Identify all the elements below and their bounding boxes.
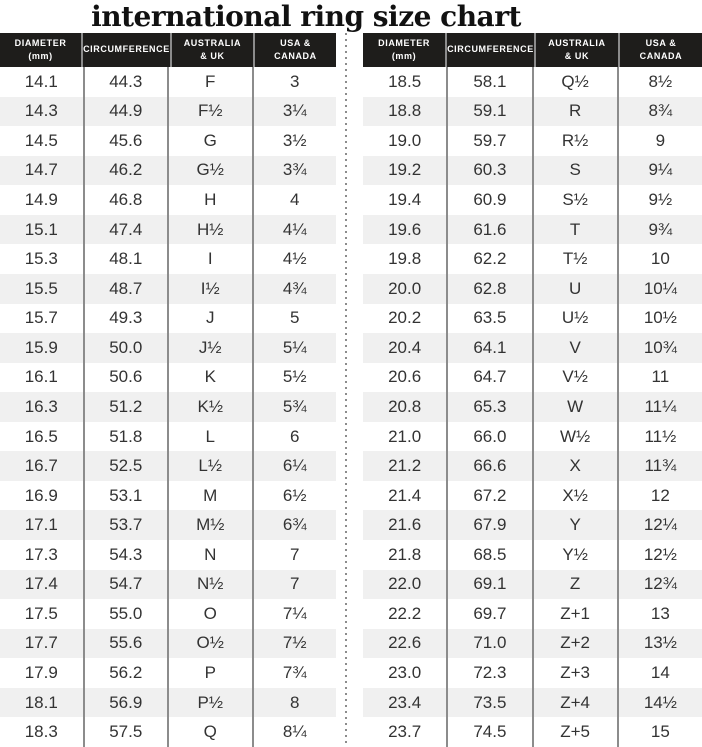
table-cell: 8: [290, 692, 300, 712]
table-cell: 62.8: [448, 274, 533, 304]
table-cell: 14.1: [0, 67, 85, 97]
table-cell: 69.7: [448, 599, 533, 629]
table-cell: 7½: [282, 633, 307, 653]
table-cell: 9½: [648, 190, 673, 210]
table-cell: Z+3: [534, 658, 619, 688]
table-cell: P½: [169, 688, 254, 718]
table-cell: I½: [169, 274, 254, 304]
table-cell: 3¼: [282, 101, 307, 121]
table-row: [0, 599, 336, 629]
table-cell: F½: [169, 97, 254, 127]
table-cell: Z+1: [534, 599, 619, 629]
table-cell: G: [169, 126, 254, 156]
table-cell: 55.6: [85, 629, 170, 659]
column-header: [447, 33, 536, 67]
table-cell: 12¾: [643, 574, 677, 594]
table-cell: 4: [290, 190, 300, 210]
column-header-line: & UK: [564, 50, 590, 61]
column-header-line: DIAMETER: [378, 37, 430, 48]
table-cell: 15.5: [0, 274, 85, 304]
table-row: [363, 392, 702, 422]
table-cell: 10¾: [643, 337, 677, 357]
table-cell: 51.8: [85, 422, 170, 452]
table-cell: 3½: [282, 130, 307, 150]
table-cell: I: [169, 244, 254, 274]
column-header-line: CIRCUMFERENCE: [447, 44, 534, 55]
table-row: [363, 97, 702, 127]
table-row: [363, 451, 702, 481]
table-cell: 4½: [282, 249, 307, 269]
column-header-line: DIAMETER: [14, 37, 67, 48]
table-row: [0, 422, 336, 452]
table-cell: 48.1: [85, 244, 170, 274]
table-cell: 15.1: [0, 215, 85, 245]
table-cell: 22.0: [363, 570, 448, 600]
table-cell: 6: [290, 426, 300, 446]
table-cell: 17.3: [0, 540, 85, 570]
table-cell: 5¾: [282, 396, 307, 416]
column-header: [0, 33, 83, 67]
table-row: [0, 540, 336, 570]
column-header-line: AUSTRALIA: [548, 37, 606, 48]
table-cell: 19.4: [363, 185, 448, 215]
table-row: [363, 156, 702, 186]
table-cell: 60.3: [448, 156, 533, 186]
table-cell: T: [534, 215, 619, 245]
table-cell: S½: [534, 185, 619, 215]
table-row: [363, 333, 702, 363]
table-cell: 7: [290, 574, 300, 594]
table-cell: 15.7: [0, 304, 85, 334]
table-cell: O½: [169, 629, 254, 659]
table-cell: 11¼: [644, 396, 677, 416]
table-cell: 50.6: [85, 363, 170, 393]
table-cell: 13½: [643, 633, 677, 653]
table-cell: 9¾: [648, 219, 673, 239]
table-cell: 17.5: [0, 599, 85, 629]
table-cell: 73.5: [448, 688, 533, 718]
table-cell: 23.7: [363, 717, 448, 747]
table-cell: G½: [169, 156, 254, 186]
table-cell: 63.5: [448, 304, 533, 334]
table-cell: 56.9: [85, 688, 170, 718]
table-cell: 12¼: [643, 515, 677, 535]
table-row: [363, 67, 702, 97]
page-title: international ring size chart: [91, 0, 521, 33]
table-cell: 18.8: [363, 97, 448, 127]
table-cell: K: [169, 363, 254, 393]
table-cell: 11: [651, 367, 670, 387]
table-cell: 66.6: [448, 451, 533, 481]
table-cell: O: [169, 599, 254, 629]
table-cell: 71.0: [448, 629, 533, 659]
table-cell: 15.3: [0, 244, 85, 274]
table-cell: 17.9: [0, 658, 85, 688]
table-cell: 19.2: [363, 156, 448, 186]
table-row: [363, 629, 702, 659]
table-cell: 20.0: [363, 274, 448, 304]
table-cell: 18.5: [363, 67, 448, 97]
column-header-line: (mm): [391, 50, 417, 61]
table-cell: 20.6: [363, 363, 448, 393]
table-cell: 44.3: [85, 67, 170, 97]
table-cell: 23.0: [363, 658, 448, 688]
table-cell: V: [534, 333, 619, 363]
table-cell: 20.8: [363, 392, 448, 422]
table-cell: 16.5: [0, 422, 85, 452]
table-cell: N½: [169, 570, 254, 600]
table-cell: T½: [534, 244, 619, 274]
table-cell: Q½: [534, 67, 619, 97]
table-cell: 7: [290, 544, 300, 564]
table-cell: 66.0: [448, 422, 533, 452]
table-cell: 67.2: [448, 481, 533, 511]
table-cell: 16.1: [0, 363, 85, 393]
column-header-line: CANADA: [639, 50, 683, 61]
table-cell: Z: [534, 570, 619, 600]
table-cell: 15: [650, 722, 670, 742]
table-cell: 55.0: [85, 599, 170, 629]
column-header: [83, 33, 172, 67]
table-cell: S: [534, 156, 619, 186]
table-cell: 21.6: [363, 510, 448, 540]
table-cell: 7¾: [282, 663, 307, 683]
table-cell: V½: [534, 363, 619, 393]
table-cell: 14.9: [0, 185, 85, 215]
table-cell: 21.0: [363, 422, 448, 452]
table-cell: 3: [290, 71, 300, 91]
table-row: [0, 658, 336, 688]
table-cell: X: [534, 451, 619, 481]
table-cell: 19.8: [363, 244, 448, 274]
table-cell: 53.7: [85, 510, 170, 540]
table-cell: 10½: [643, 308, 677, 328]
table-cell: 4¾: [282, 278, 307, 298]
table-row: [363, 717, 702, 747]
table-cell: R½: [534, 126, 619, 156]
table-row: [0, 97, 336, 127]
table-cell: 18.3: [0, 717, 85, 747]
table-cell: 19.0: [363, 126, 448, 156]
table-cell: J½: [169, 333, 254, 363]
table-cell: X½: [534, 481, 619, 511]
table-cell: L½: [169, 451, 254, 481]
table-cell: 68.5: [448, 540, 533, 570]
table-cell: 12½: [643, 544, 677, 564]
tables-container: [0, 33, 702, 747]
table-cell: Q: [169, 717, 254, 747]
table-cell: 49.3: [85, 304, 170, 334]
table-row: [363, 363, 702, 393]
table-cell: 15.9: [0, 333, 85, 363]
table-cell: R: [534, 97, 619, 127]
table-cell: 44.9: [85, 97, 170, 127]
table-cell: M½: [169, 510, 254, 540]
table-cell: 14: [650, 663, 670, 683]
table-row: [363, 540, 702, 570]
column-header-line: & UK: [200, 50, 225, 61]
table-cell: 6¼: [282, 456, 307, 476]
table-cell: 69.1: [448, 570, 533, 600]
table-cell: 10: [650, 249, 670, 269]
table-row: [0, 451, 336, 481]
table-cell: 6¾: [282, 515, 307, 535]
table-cell: 14.3: [0, 97, 85, 127]
table-header-right: [363, 33, 702, 67]
column-header-line: AUSTRALIA: [183, 37, 242, 48]
table-cell: 64.7: [448, 363, 533, 393]
table-row: [363, 215, 702, 245]
table-cell: 6½: [282, 485, 307, 505]
table-cell: U½: [534, 304, 619, 334]
table-cell: 14.7: [0, 156, 85, 186]
column-header: [536, 33, 620, 67]
table-row: [0, 215, 336, 245]
table-cell: Y½: [534, 540, 619, 570]
table-cell: 50.0: [85, 333, 170, 363]
table-row: [363, 304, 702, 334]
table-cell: 20.2: [363, 304, 448, 334]
table-cell: 57.5: [85, 717, 170, 747]
table-row: [363, 126, 702, 156]
table-cell: 11½: [644, 426, 677, 446]
table-cell: W: [534, 392, 619, 422]
table-cell: 21.8: [363, 540, 448, 570]
table-cell: 17.4: [0, 570, 85, 600]
table-cell: 48.7: [85, 274, 170, 304]
table-cell: P: [169, 658, 254, 688]
table-row: [0, 274, 336, 304]
table-cell: F: [169, 67, 254, 97]
table-cell: 5½: [282, 367, 307, 387]
table-row: [363, 274, 702, 304]
table-cell: 11¾: [644, 456, 677, 476]
table-cell: 16.7: [0, 451, 85, 481]
table-cell: 9: [655, 130, 666, 150]
table-cell: Y: [534, 510, 619, 540]
table-cell: 56.2: [85, 658, 170, 688]
table-cell: H½: [169, 215, 254, 245]
table-cell: 74.5: [448, 717, 533, 747]
table-header-left: [0, 33, 336, 67]
table-cell: 12: [650, 485, 670, 505]
table-cell: 21.2: [363, 451, 448, 481]
table-row: [0, 717, 336, 747]
table-cell: 54.3: [85, 540, 170, 570]
table-cell: 47.4: [85, 215, 170, 245]
column-header-line: USA &: [280, 37, 311, 48]
table-row: [363, 185, 702, 215]
table-row: [0, 67, 336, 97]
column-header: [255, 33, 336, 67]
table-cell: 18.1: [0, 688, 85, 718]
table-cell: 53.1: [85, 481, 170, 511]
table-cell: 16.3: [0, 392, 85, 422]
table-cell: 7¼: [282, 603, 307, 623]
table-row: [0, 392, 336, 422]
table-cell: 14.5: [0, 126, 85, 156]
table-cell: 46.2: [85, 156, 170, 186]
table-row: [0, 156, 336, 186]
table-cell: J: [169, 304, 254, 334]
table-cell: 45.6: [85, 126, 170, 156]
table-cell: 20.4: [363, 333, 448, 363]
table-cell: 54.7: [85, 570, 170, 600]
table-cell: 59.7: [448, 126, 533, 156]
table-cell: K½: [169, 392, 254, 422]
table-cell: H: [169, 185, 254, 215]
table-cell: Z+4: [534, 688, 619, 718]
column-header: [172, 33, 255, 67]
table-row: [363, 570, 702, 600]
table-cell: 8¼: [282, 722, 307, 742]
table-cell: 58.1: [448, 67, 533, 97]
table-row: [363, 599, 702, 629]
column-header-line: (mm): [28, 50, 53, 61]
table-cell: 19.6: [363, 215, 448, 245]
table-row: [0, 629, 336, 659]
table-cell: 5: [290, 308, 300, 328]
dotted-divider: [336, 33, 363, 747]
table-cell: 64.1: [448, 333, 533, 363]
table-cell: Z+5: [534, 717, 619, 747]
table-cell: 17.7: [0, 629, 85, 659]
table-cell: 8½: [648, 71, 673, 91]
table-cell: 8¾: [648, 101, 673, 121]
table-cell: U: [534, 274, 619, 304]
table-cell: N: [169, 540, 254, 570]
table-row: [0, 481, 336, 511]
table-body-right: [363, 67, 702, 747]
table-row: [0, 126, 336, 156]
table-row: [0, 570, 336, 600]
table-cell: 22.6: [363, 629, 448, 659]
table-cell: 59.1: [448, 97, 533, 127]
column-header-line: CANADA: [274, 50, 317, 61]
column-header-line: USA &: [645, 37, 677, 48]
table-cell: 60.9: [448, 185, 533, 215]
table-cell: 65.3: [448, 392, 533, 422]
table-cell: 51.2: [85, 392, 170, 422]
ring-size-table-left: [0, 33, 336, 747]
table-row: [363, 658, 702, 688]
column-header-line: CIRCUMFERENCE: [83, 44, 170, 55]
table-row: [0, 688, 336, 718]
table-row: [363, 422, 702, 452]
table-cell: 9¼: [648, 160, 673, 180]
table-cell: 4¼: [282, 219, 307, 239]
table-cell: 46.8: [85, 185, 170, 215]
table-cell: 14½: [643, 692, 677, 712]
column-header: [620, 33, 702, 67]
table-row: [0, 304, 336, 334]
table-cell: Z+2: [534, 629, 619, 659]
table-row: [363, 688, 702, 718]
table-row: [0, 510, 336, 540]
table-row: [363, 481, 702, 511]
table-cell: 21.4: [363, 481, 448, 511]
table-cell: 52.5: [85, 451, 170, 481]
table-cell: 17.1: [0, 510, 85, 540]
table-body-left: [0, 67, 336, 747]
table-cell: M: [169, 481, 254, 511]
table-cell: 67.9: [448, 510, 533, 540]
table-cell: 62.2: [448, 244, 533, 274]
table-cell: 13: [650, 603, 670, 623]
table-cell: 22.2: [363, 599, 448, 629]
table-row: [0, 185, 336, 215]
table-cell: 72.3: [448, 658, 533, 688]
column-header: [363, 33, 447, 67]
table-cell: L: [169, 422, 254, 452]
table-cell: 10¼: [643, 278, 677, 298]
table-cell: 3¾: [282, 160, 307, 180]
table-cell: 61.6: [448, 215, 533, 245]
table-row: [0, 244, 336, 274]
ring-size-table-right: [363, 33, 702, 747]
table-cell: 5¼: [282, 337, 307, 357]
table-row: [363, 510, 702, 540]
table-row: [363, 244, 702, 274]
table-cell: 16.9: [0, 481, 85, 511]
table-row: [0, 333, 336, 363]
table-cell: 23.4: [363, 688, 448, 718]
table-row: [0, 363, 336, 393]
table-cell: W½: [534, 422, 619, 452]
